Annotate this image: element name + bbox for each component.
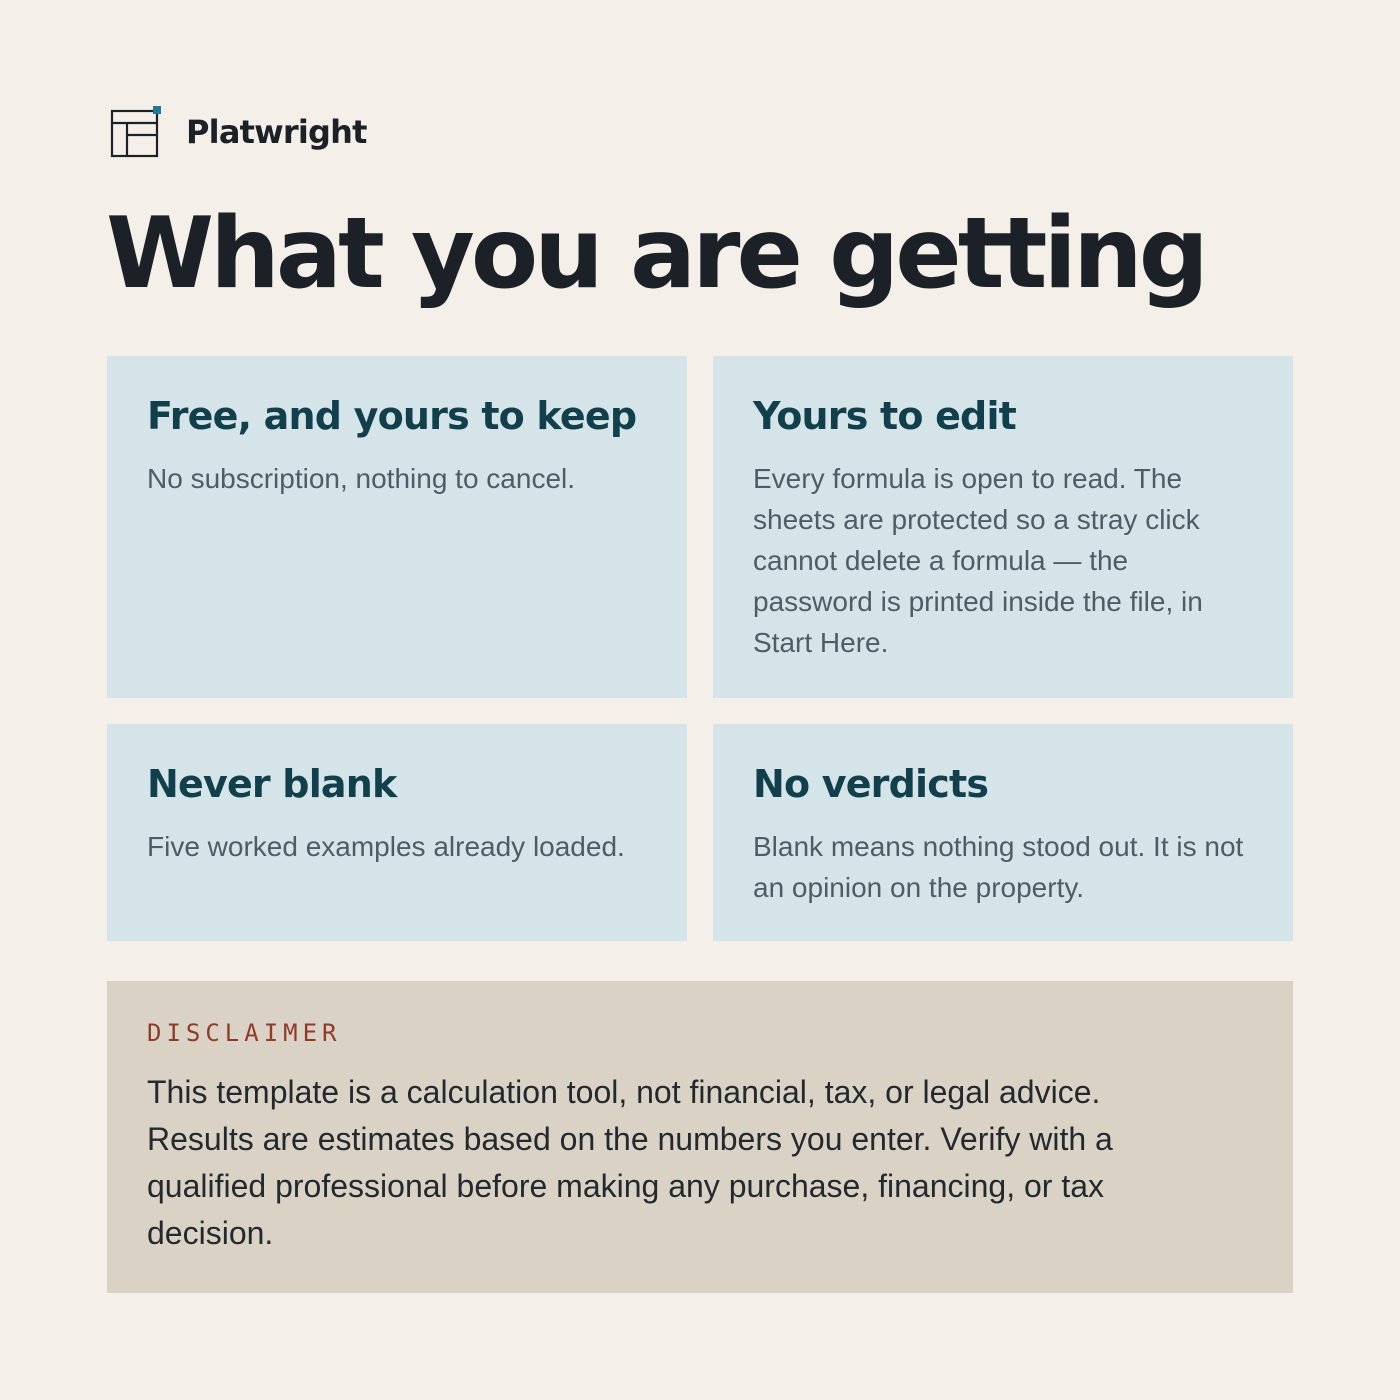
brand — [110, 106, 367, 158]
disclaimer-box — [107, 981, 1293, 1293]
floor-plan-icon — [110, 106, 162, 158]
card-title: Free, and yours to keep — [147, 394, 637, 438]
disclaimer-label: DISCLAIMER — [147, 1019, 342, 1047]
feature-card-edit — [713, 356, 1293, 698]
feature-card-no-verdicts — [713, 724, 1293, 941]
feature-card-never-blank — [107, 724, 687, 941]
disclaimer-text: This template is a calculation tool, not financial, tax, or legal advice. Results are estimates based on the numbers you enter. Verify with a qualified professional before making any purchase, financing, or tax decision. — [147, 1074, 1113, 1251]
page-title: What you are getting — [106, 197, 1205, 311]
card-body: Five worked examples already loaded. — [147, 830, 625, 862]
brand-name: Platwright — [186, 113, 367, 151]
card-body: Blank means nothing stood out. It is not an opinion on the property. — [753, 830, 1244, 903]
feature-card-free — [107, 356, 687, 698]
card-title: Yours to edit — [753, 394, 1017, 438]
card-body: No subscription, nothing to cancel. — [147, 462, 576, 494]
card-title: No verdicts — [753, 762, 989, 806]
card-title: Never blank — [147, 762, 397, 806]
card-body: Every formula is open to read. The sheets are protected so a stray click cannot delete a formula — the password is printed inside the file, in Start Here. — [753, 462, 1203, 658]
